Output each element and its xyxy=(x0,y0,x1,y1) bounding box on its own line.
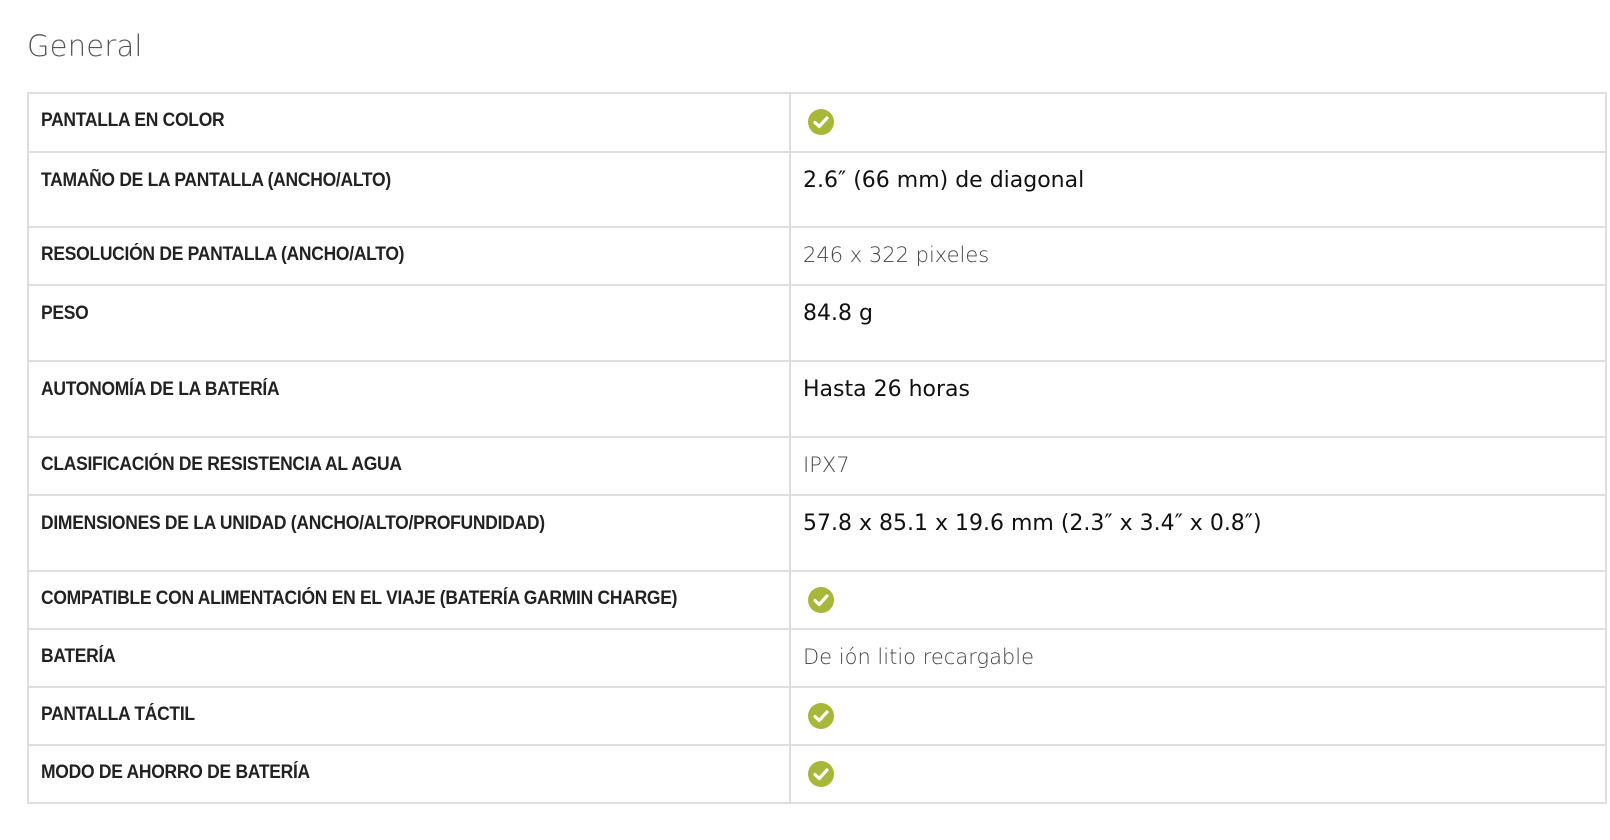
table-row xyxy=(28,629,1606,687)
spec-value-cell xyxy=(790,629,1606,687)
spec-label: TAMAÑO DE LA PANTALLA (ANCHO/ALTO) xyxy=(41,170,391,191)
spec-value: Hasta 26 horas xyxy=(803,377,970,402)
spec-value: IPX7 xyxy=(803,453,850,477)
spec-label-cell xyxy=(28,227,790,285)
section-title: General xyxy=(27,29,143,63)
table-row xyxy=(28,152,1606,227)
spec-value-cell xyxy=(790,152,1606,227)
spec-label-cell xyxy=(28,687,790,745)
table-row xyxy=(28,495,1606,571)
spec-value-cell xyxy=(790,437,1606,495)
specs-table xyxy=(27,92,1607,804)
spec-label: PANTALLA TÁCTIL xyxy=(41,704,195,725)
check-circle-icon xyxy=(807,702,835,730)
spec-label-cell xyxy=(28,152,790,227)
spec-label-cell xyxy=(28,361,790,437)
spec-label: BATERÍA xyxy=(41,646,116,667)
check-circle-icon xyxy=(807,760,835,788)
check-circle-icon xyxy=(807,108,835,136)
table-row xyxy=(28,571,1606,629)
spec-label-cell xyxy=(28,93,790,152)
spec-label: PESO xyxy=(41,303,89,324)
spec-label: DIMENSIONES DE LA UNIDAD (ANCHO/ALTO/PROFUNDIDAD) xyxy=(41,513,545,534)
spec-value-cell xyxy=(790,745,1606,803)
table-row xyxy=(28,745,1606,803)
spec-value: De ión litio recargable xyxy=(803,645,1035,669)
spec-label-cell xyxy=(28,571,790,629)
table-row xyxy=(28,361,1606,437)
spec-value-cell xyxy=(790,361,1606,437)
spec-label-cell xyxy=(28,437,790,495)
spec-value-cell xyxy=(790,285,1606,361)
spec-label-cell xyxy=(28,285,790,361)
spec-value-cell xyxy=(790,571,1606,629)
table-row xyxy=(28,285,1606,361)
table-row xyxy=(28,687,1606,745)
spec-value: 246 x 322 pixeles xyxy=(803,243,990,267)
spec-label-cell xyxy=(28,745,790,803)
spec-label: MODO DE AHORRO DE BATERÍA xyxy=(41,762,310,783)
spec-label-cell xyxy=(28,495,790,571)
table-row xyxy=(28,93,1606,152)
table-row xyxy=(28,437,1606,495)
spec-value: 84.8 g xyxy=(803,301,873,326)
spec-label: RESOLUCIÓN DE PANTALLA (ANCHO/ALTO) xyxy=(41,244,405,265)
spec-value-cell xyxy=(790,495,1606,571)
spec-value-cell xyxy=(790,93,1606,152)
spec-label-cell xyxy=(28,629,790,687)
spec-value-cell xyxy=(790,687,1606,745)
spec-value: 2.6″ (66 mm) de diagonal xyxy=(803,168,1085,193)
spec-label: PANTALLA EN COLOR xyxy=(41,110,225,131)
table-row xyxy=(28,227,1606,285)
spec-value-cell xyxy=(790,227,1606,285)
spec-label: CLASIFICACIÓN DE RESISTENCIA AL AGUA xyxy=(41,454,402,475)
spec-label: COMPATIBLE CON ALIMENTACIÓN EN EL VIAJE (BATERÍA GARMIN CHARGE) xyxy=(41,588,678,609)
spec-label: AUTONOMÍA DE LA BATERÍA xyxy=(41,379,280,400)
check-circle-icon xyxy=(807,586,835,614)
spec-value: 57.8 x 85.1 x 19.6 mm (2.3″ x 3.4″ x 0.8″) xyxy=(803,511,1262,536)
